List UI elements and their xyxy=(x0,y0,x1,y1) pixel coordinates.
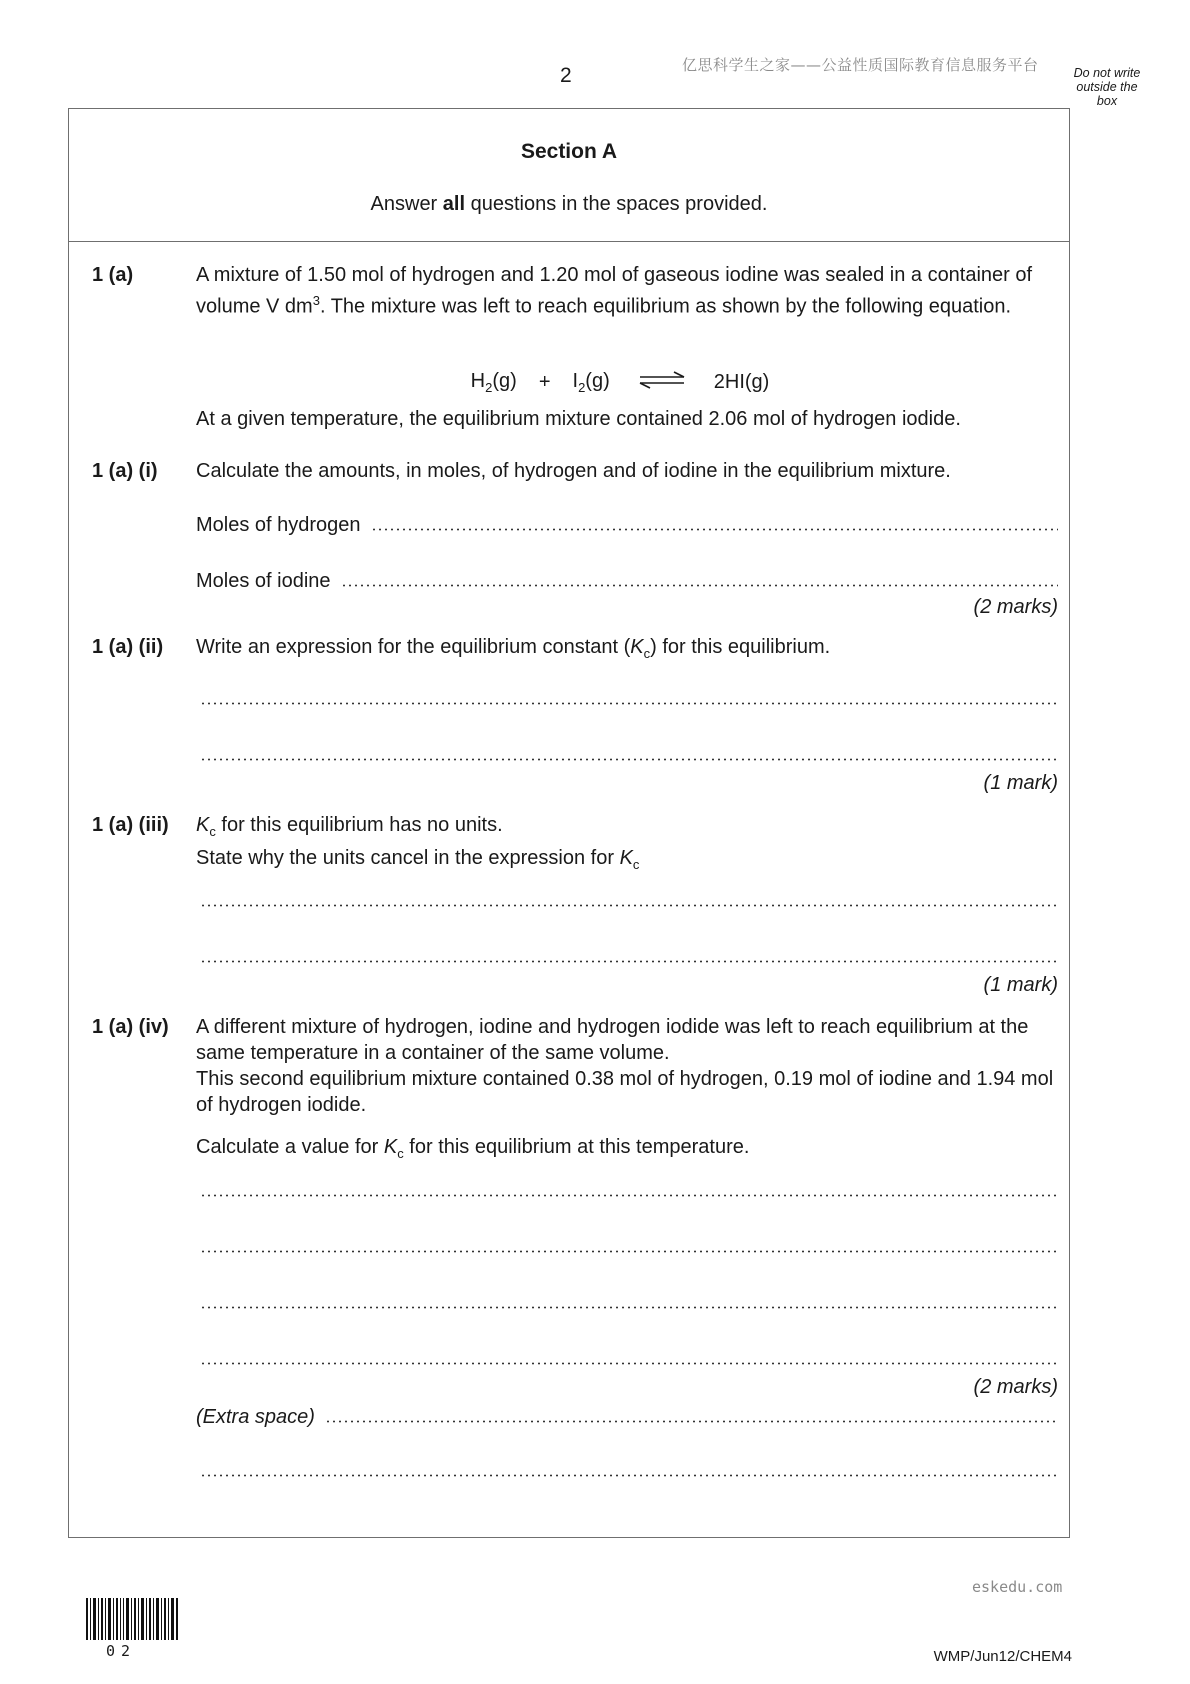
question-1a-after-text: At a given temperature, the equilibrium mixture contained 2.06 mol of hydrogen iodide. xyxy=(196,408,961,430)
page-number: 2 xyxy=(560,64,572,87)
answer-line-moles-iodine[interactable] xyxy=(196,570,1058,593)
question-1aiii-text: $K_c$ for this equilibrium has no units. State why the units cancel in the expression for $K_c$ xyxy=(196,814,640,872)
marks-1aiv: (2 marks) xyxy=(973,1376,1058,1398)
marks-1ai: (2 marks) xyxy=(973,596,1058,618)
barcode-icon xyxy=(86,1598,178,1640)
question-number-1ai: 1 (a) (i) xyxy=(92,460,158,482)
margin-note: Do not write outside the box xyxy=(1073,66,1141,108)
dotted-answer-line[interactable] xyxy=(200,702,1058,705)
question-number-1aiii: 1 (a) (iii) xyxy=(92,814,169,836)
dotted-answer-line[interactable] xyxy=(200,1194,1058,1197)
question-number-1aii: 1 (a) (ii) xyxy=(92,636,164,658)
section-title: Section A xyxy=(520,140,618,163)
extra-space-label: (Extra space) xyxy=(196,1406,315,1428)
dotted-answer-line[interactable] xyxy=(200,960,1058,963)
equilibrium-arrows-icon xyxy=(638,371,686,395)
answer-line-extra-space[interactable] xyxy=(196,1406,1058,1429)
dotted-answer-line[interactable] xyxy=(200,904,1058,907)
moles-hydrogen-label: Moles of hydrogen xyxy=(196,514,361,536)
marks-1aii: (1 mark) xyxy=(983,772,1058,794)
section-instructions: Answer all questions in the spaces provided. xyxy=(370,193,768,215)
section-divider xyxy=(68,241,1070,242)
answer-line-moles-hydrogen[interactable] xyxy=(196,514,1058,537)
dotted-answer-line[interactable] xyxy=(200,758,1058,761)
equilibrium-equation: $H_2(g)$ + $I_2(g)$ 2HI(g) xyxy=(470,370,770,395)
dotted-answer-line[interactable] xyxy=(325,1420,1058,1423)
question-number-1aiv: 1 (a) (iv) xyxy=(92,1016,169,1038)
dotted-answer-line[interactable] xyxy=(200,1362,1058,1365)
dotted-answer-line[interactable] xyxy=(341,584,1058,587)
dotted-answer-line[interactable] xyxy=(200,1306,1058,1309)
dotted-answer-line[interactable] xyxy=(200,1474,1058,1477)
moles-iodine-label: Moles of iodine xyxy=(196,570,331,592)
paper-reference: WMP/Jun12/CHEM4 xyxy=(933,1648,1072,1665)
header-watermark: 亿思科学生之家——公益性质国际教育信息服务平台 xyxy=(682,56,1039,74)
marks-1aiii: (1 mark) xyxy=(983,974,1058,996)
barcode-digits: 02 xyxy=(106,1642,137,1660)
footer-watermark: eskedu.com xyxy=(972,1578,1063,1596)
question-1aiv-text: A different mixture of hydrogen, iodine and hydrogen iodide was left to reach equilibrium at the same temperature in a container of the same volume. This second equilibrium mixture contained 0.38 mol of hydrogen, 0.19 mol of iodine and 1.94 mol of hydrogen iodide. xyxy=(196,1016,1054,1116)
question-number-1a: 1 (a) xyxy=(92,264,134,286)
question-1ai-text: Calculate the amounts, in moles, of hydrogen and of iodine in the equilibrium mixture. xyxy=(196,460,951,482)
question-1aii-text: Write an expression for the equilibrium constant $(K_c)$ for this equilibrium. xyxy=(196,636,831,661)
dotted-answer-line[interactable] xyxy=(371,528,1058,531)
question-1a-text: A mixture of 1.50 mol of hydrogen and 1.20 mol of gaseous iodine was sealed in a container of volume V $dm^3$. The mixture was left to reach equilibrium as shown by the following equation. xyxy=(196,264,1033,318)
dotted-answer-line[interactable] xyxy=(200,1250,1058,1253)
question-1aiv-calc: Calculate a value for $K_c$ for this equilibrium at this temperature. xyxy=(196,1136,750,1161)
